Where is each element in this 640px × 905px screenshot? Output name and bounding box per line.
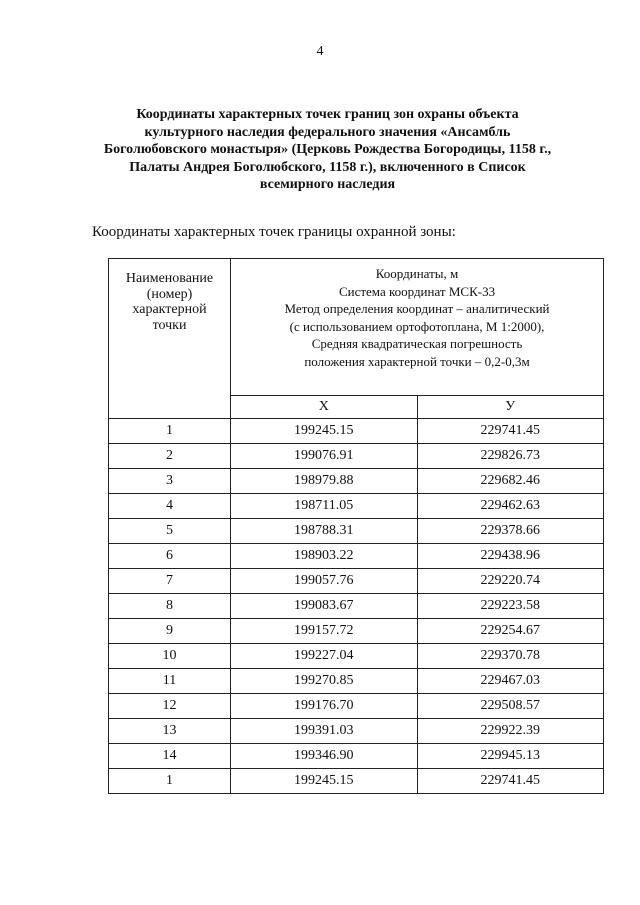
table-header-row [109, 259, 604, 396]
title-line: Координаты характерных точек границ зон охраны объекта [136, 107, 519, 122]
coordinates-table [108, 258, 604, 794]
y-coordinate-cell: 229741.45 [417, 769, 604, 794]
point-number-cell: 7 [109, 569, 231, 594]
title-line: Палаты Андрея Боголюбского, 1158 г.), включенного в Список [129, 159, 526, 175]
point-number-cell: 11 [109, 669, 231, 694]
y-coordinate-cell: 229741.45 [417, 419, 604, 444]
point-number-cell: 13 [109, 719, 231, 744]
point-number-cell: 14 [109, 744, 231, 769]
table-row [109, 644, 604, 669]
x-coordinate-cell: 199083.67 [231, 594, 417, 619]
header-line: точки [152, 317, 187, 333]
header-line: (номер) [146, 286, 193, 302]
header-line: (с использованием ортофотоплана, М 1:2000), [289, 318, 545, 334]
point-number-cell: 12 [109, 694, 231, 719]
table-row [109, 419, 604, 444]
y-coordinate-cell: 229220.74 [417, 569, 604, 594]
point-number-cell: 8 [109, 594, 231, 619]
y-coordinate-cell: 229254.67 [417, 619, 604, 644]
coordinates-header [231, 259, 604, 396]
x-coordinate-cell: 199346.90 [231, 744, 417, 769]
table-row [109, 544, 604, 569]
y-coordinate-cell: 229508.57 [417, 694, 604, 719]
header-line: Наименование [125, 271, 214, 286]
point-number-cell: 3 [109, 469, 231, 494]
title-line: Боголюбовского монастыря» (Церковь Рождества Богородицы, 1158 г., [103, 142, 552, 158]
point-number-cell: 5 [109, 519, 231, 544]
x-coordinate-cell: 199270.85 [231, 669, 417, 694]
table-row [109, 469, 604, 494]
x-coordinate-cell: 199057.76 [231, 569, 417, 594]
x-coordinate-cell: 198979.88 [231, 469, 417, 494]
y-coordinate-cell: 229826.73 [417, 444, 604, 469]
y-coordinate-cell: 229682.46 [417, 469, 604, 494]
y-coordinate-cell: 229462.63 [417, 494, 604, 519]
table-row [109, 769, 604, 794]
point-number-cell: 6 [109, 544, 231, 569]
x-coordinate-cell: 198903.22 [231, 544, 417, 569]
x-coordinate-cell: 198788.31 [231, 519, 417, 544]
point-number-cell: 4 [109, 494, 231, 519]
title-line: культурного наследия федерального значения «Ансамбль [144, 124, 511, 140]
table-row [109, 519, 604, 544]
coordinates-table-body [109, 259, 604, 794]
table-row [109, 494, 604, 519]
header-line: Система координат МСК-33 [338, 283, 496, 299]
header-line: положения характерной точки – 0,2-0,3м [304, 353, 530, 369]
table-row [109, 719, 604, 744]
point-number-cell: 9 [109, 619, 231, 644]
table-row [109, 744, 604, 769]
header-line: характерной [132, 302, 207, 318]
x-coordinate-cell: 199076.91 [231, 444, 417, 469]
table-row [109, 669, 604, 694]
x-coordinate-cell: 198711.05 [231, 494, 417, 519]
x-coordinate-cell: 199157.72 [231, 619, 417, 644]
y-coordinate-cell: 229438.96 [417, 544, 604, 569]
table-row [109, 619, 604, 644]
y-coordinate-cell: 229922.39 [417, 719, 604, 744]
y-coordinate-cell: 229378.66 [417, 519, 604, 544]
y-coordinate-cell: 229223.58 [417, 594, 604, 619]
point-number-cell: 1 [109, 419, 231, 444]
x-coordinate-cell: 199245.15 [231, 769, 417, 794]
point-name-header [109, 259, 231, 419]
x-coordinate-cell: 199227.04 [231, 644, 417, 669]
table-row [109, 444, 604, 469]
table-row [109, 594, 604, 619]
header-line: Метод определения координат – аналитический [284, 301, 550, 317]
document-title [95, 106, 560, 194]
table-row [109, 694, 604, 719]
header-line: Средняя квадратическая погрешность [311, 336, 523, 352]
page-number: 4 [316, 44, 324, 59]
y-coordinate-cell: 229467.03 [417, 669, 604, 694]
title-line: всемирного наследия [259, 177, 396, 193]
table-caption: Координаты характерных точек границы охранной зоны: [92, 224, 456, 240]
point-number-cell: 2 [109, 444, 231, 469]
point-number-cell: 10 [109, 644, 231, 669]
x-coordinate-cell: 199391.03 [231, 719, 417, 744]
header-line: Координаты, м [375, 266, 459, 281]
y-coordinate-cell: 229370.78 [417, 644, 604, 669]
table-row [109, 569, 604, 594]
y-coordinate-cell: 229945.13 [417, 744, 604, 769]
x-coordinate-cell: 199245.15 [231, 419, 417, 444]
x-coordinate-cell: 199176.70 [231, 694, 417, 719]
x-axis-header: X [231, 396, 417, 419]
point-number-cell: 1 [109, 769, 231, 794]
y-axis-header: У [417, 396, 604, 419]
